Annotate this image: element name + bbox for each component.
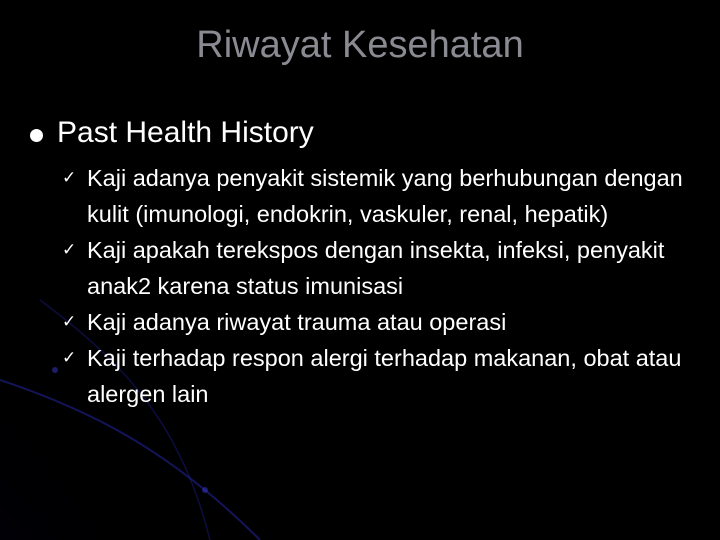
slide-title: Riwayat Kesehatan	[196, 24, 524, 66]
list-item-text: Kaji adanya riwayat trauma atau operasi	[87, 309, 507, 335]
checkmark-icon: ✓	[62, 168, 77, 187]
list-item-text: Kaji terhadap respon alergi terhadap makanan, obat atau alergen lain	[87, 345, 682, 407]
checkmark-icon: ✓	[62, 312, 77, 331]
list-item	[30, 304, 700, 340]
list-item-text: Kaji adanya penyakit sistemik yang berhubungan dengan kulit (imunologi, endokrin, vaskuler, renal, hepatik)	[87, 165, 683, 227]
checkmark-icon: ✓	[62, 348, 77, 367]
list-item-text: Kaji apakah terekspos dengan insekta, infeksi, penyakit anak2 karena status imunisasi	[87, 237, 665, 299]
slide-content	[30, 112, 700, 412]
filled-circle-bullet-icon	[30, 129, 43, 142]
list-item	[30, 340, 700, 412]
list-item	[30, 160, 700, 232]
heading-bullet	[30, 112, 700, 154]
heading-text: Past Health History	[57, 116, 314, 149]
list-item	[30, 232, 700, 304]
checkmark-icon: ✓	[62, 240, 77, 259]
